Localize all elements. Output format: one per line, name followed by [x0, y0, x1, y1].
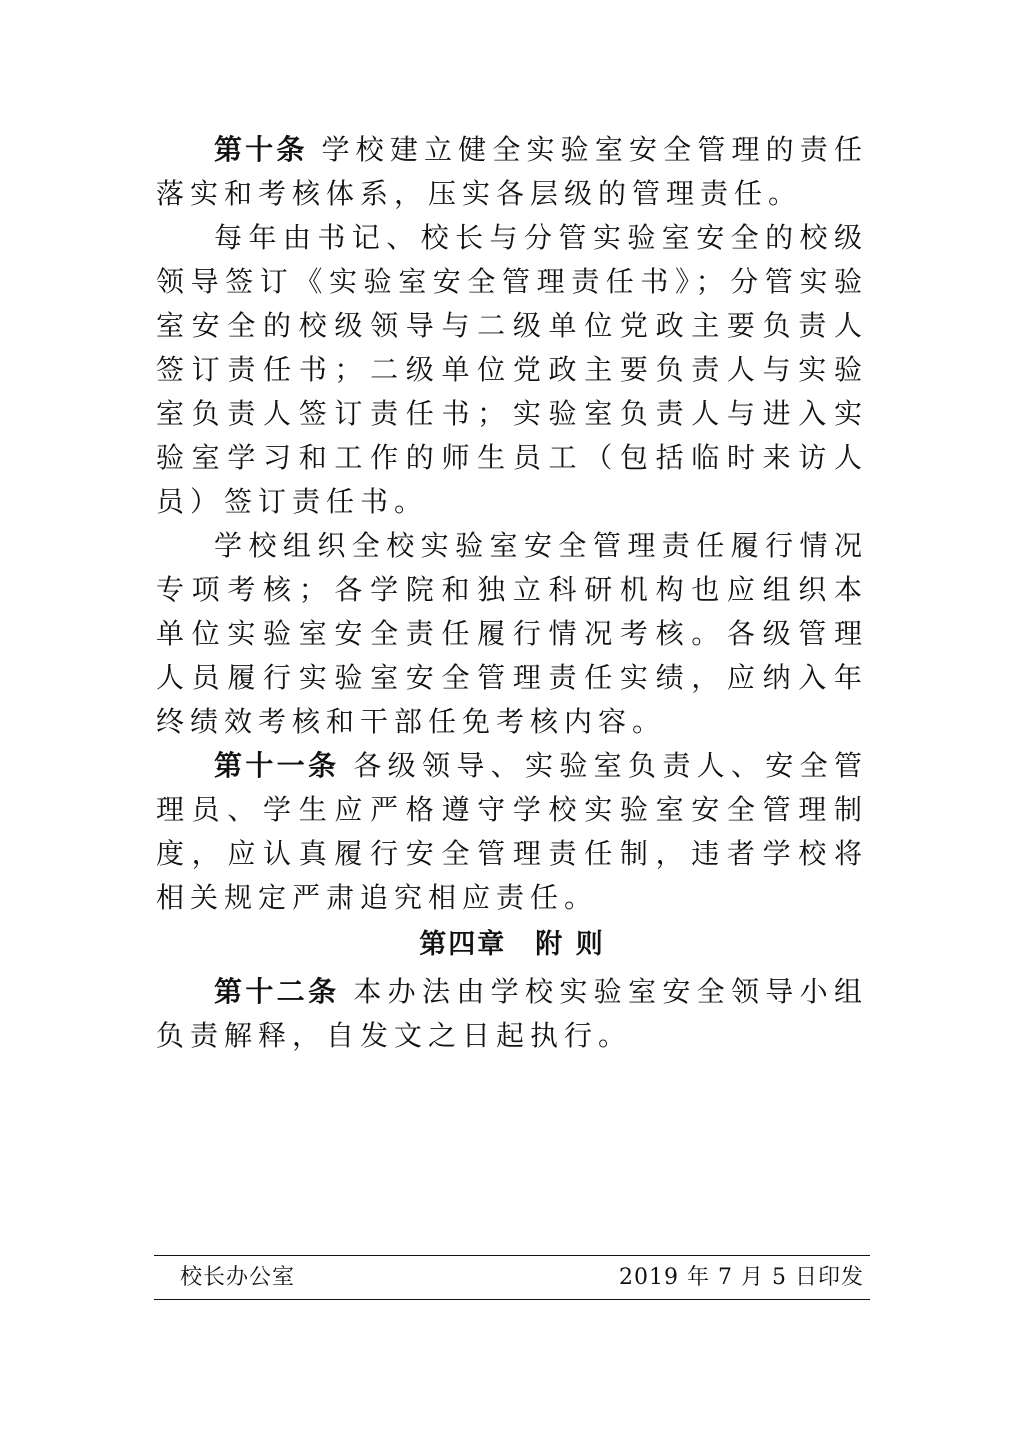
article-10-text: 学校建立健全实验室安全管理的责任落实和考核体系，压实各层级的管理责任。	[156, 133, 868, 210]
article-12-title: 第十二条	[214, 975, 340, 1008]
article-11-text: 各级领导、实验室负责人、安全管理员、学生应严格遵守学校实验室安全管理制度，应认真履行安全管理责任制，违者学校将相关规定严肃追究相应责任。	[156, 749, 868, 914]
footer-top-divider	[154, 1255, 870, 1256]
article-10-paragraph-2: 每年由书记、校长与分管实验室安全的校级领导签订《实验室安全管理责任书》；分管实验室安全的校级领导与二级单位党政主要负责人签订责任书；二级单位党政主要负责人与实验室负责人签订责任书；实验室负责人与进入实验室学习和工作的师生员工（包括临时来访人员）签订责任书。	[156, 221, 868, 518]
article-10-paragraph-3: 学校组织全校实验室安全管理责任履行情况专项考核；各学院和独立科研机构也应组织本单位实验室安全责任履行情况考核。各级管理人员履行实验室安全管理责任实绩，应纳入年终绩效考核和干部任免考核内容。	[156, 529, 868, 738]
article-11-paragraph	[156, 744, 868, 920]
footer-issuer: 校长办公室	[180, 1265, 296, 1290]
document-body	[156, 128, 868, 1058]
chapter-4-heading: 第四章 附 则	[419, 929, 605, 960]
article-10-title: 第十条	[214, 133, 308, 166]
footer-issue-date: 2019 年 7 月 5 日印发	[619, 1265, 864, 1290]
footer-bottom-divider	[154, 1299, 870, 1300]
article-11-title: 第十一条	[214, 749, 340, 782]
article-12-text: 本办法由学校实验室安全领导小组负责解释，自发文之日起执行。	[156, 975, 868, 1052]
article-12-paragraph	[156, 970, 868, 1058]
article-10-paragraph	[156, 128, 868, 216]
